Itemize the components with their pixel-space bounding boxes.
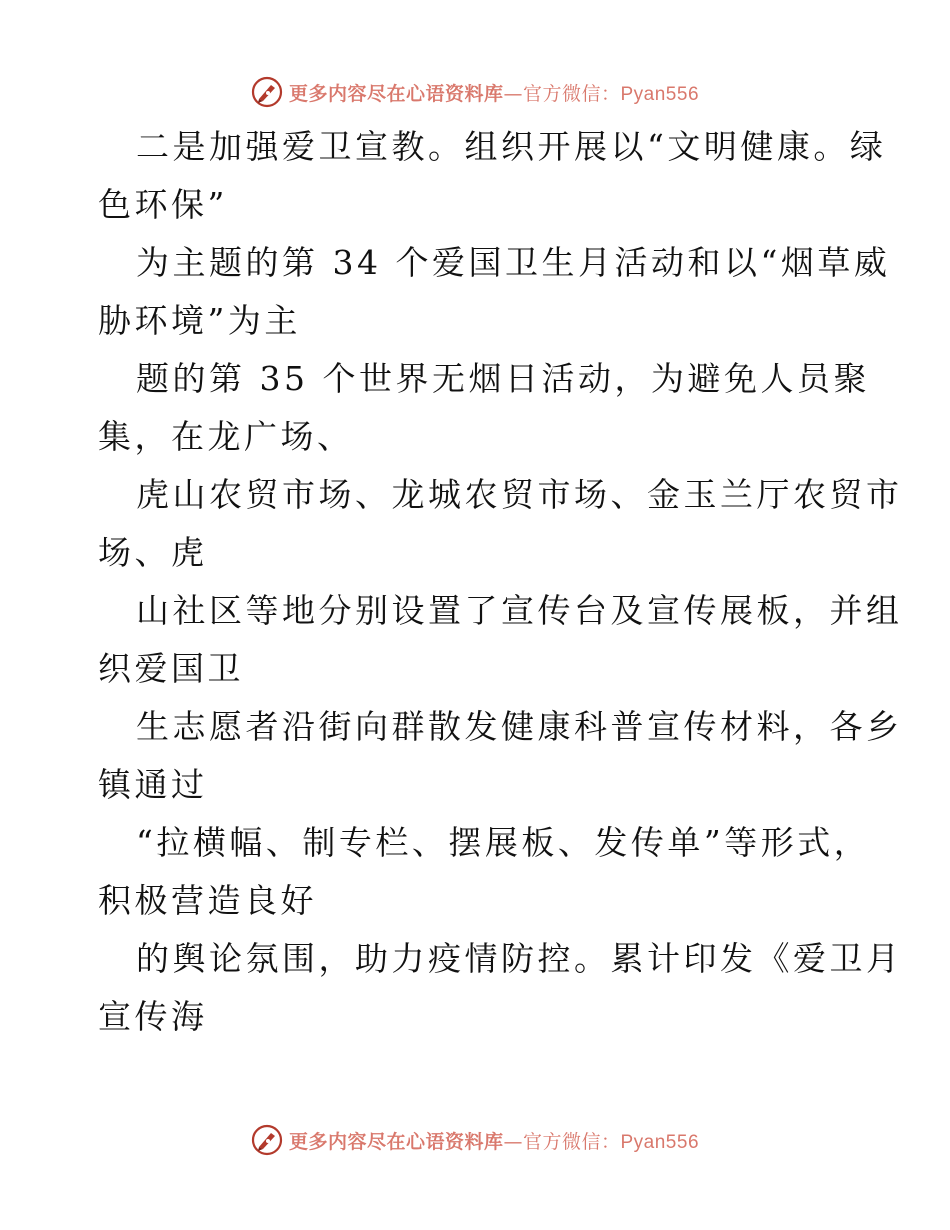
text-line: 色环保” (98, 185, 228, 224)
text-line: 山社区等地分别设置了宣传台及宣传展板，并组 (136, 591, 903, 630)
text-line: 二是加强爱卫宣教。组织开展以“文明健康。绿 (136, 127, 887, 166)
text-line: 的舆论氛围，助力疫情防控。累计印发《爱卫月 (136, 939, 903, 978)
text-line: 镇通过 (98, 765, 208, 804)
text-line: 题的第 35 个世界无烟日活动，为避免人员聚 (136, 359, 870, 398)
text-line: 织爱国卫 (98, 649, 244, 688)
footer-watermark (0, 1120, 950, 1160)
document-body (98, 118, 903, 1046)
text-line: 为主题的第 34 个爱国卫生月活动和以“烟草威 (136, 243, 891, 282)
text-line: 胁环境”为主 (98, 301, 301, 340)
text-line: 生志愿者沿街向群散发健康科普宣传材料，各乡 (136, 707, 903, 746)
watermark-sub-text: 官方微信： (522, 1130, 621, 1153)
text-line: 集，在龙广场、 (98, 417, 354, 456)
text-line: 宣传海 (98, 997, 208, 1036)
text-line: 积极营造良好 (98, 881, 317, 920)
header-watermark (0, 72, 950, 112)
pen-logo-icon (251, 1124, 283, 1156)
watermark-dash: — (503, 82, 523, 105)
text-line: 场、虎 (98, 533, 208, 572)
watermark-main-text: 更多内容尽在心语资料库 (288, 82, 504, 105)
watermark-wechat-id: Pyan556 (620, 1131, 700, 1153)
pen-logo-icon (251, 76, 283, 108)
watermark-wechat-id: Pyan556 (620, 83, 700, 105)
watermark-main-text: 更多内容尽在心语资料库 (288, 1130, 504, 1153)
text-line: 虎山农贸市场、龙城农贸市场、金玉兰厅农贸市 (136, 475, 903, 514)
watermark-sub-text: 官方微信： (522, 82, 621, 105)
watermark-dash: — (503, 1130, 523, 1153)
text-line: “拉横幅、制专栏、摆展板、发传单”等形式， (136, 823, 871, 862)
